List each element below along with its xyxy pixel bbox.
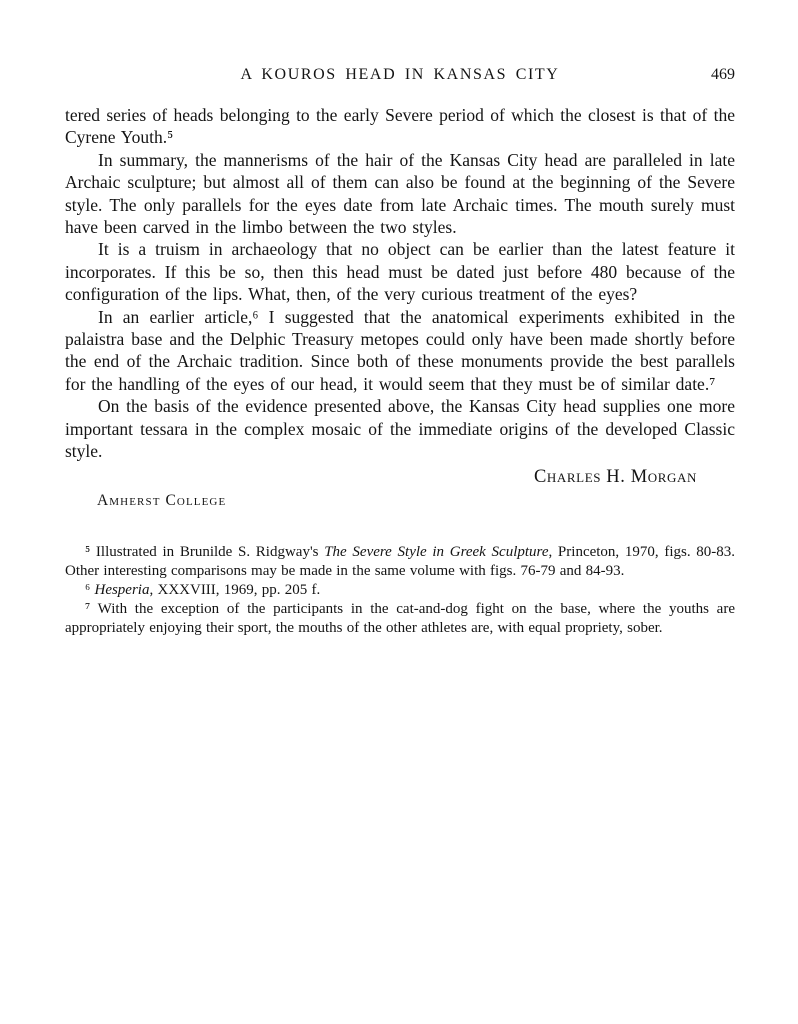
paragraph: In summary, the mannerisms of the hair of the Kansas City head are paralleled in late Archaic sculpture; but almost all of them can also be found at the beginning of the Severe style. The only parallels for the eyes date from late Archaic times. The mouth surely must have been carved in the limbo between the two styles. [65,149,735,238]
footnote-text: , Princeton, 1970, figs. 80-83. Other interesting comparisons may be made in the same volume with figs. 76-79 and 84-93. [65,543,736,579]
footnotes [65,543,735,639]
author-affiliation: Amherst College [97,491,227,509]
page-number: 469 [711,66,735,83]
footnote [65,581,735,600]
paragraph: In an earlier article,⁶ I suggested that the anatomical experiments exhibited in the palaistra base and the Delphic Treasury metopes could only have been made shortly before the end of the Archaic tradition. Since both of these monuments provide the best parallels for the handling of the eyes of our head, it would seem that they must be of similar date.⁷ [65,306,735,394]
footnote-text: , XXXVIII, 1969, pp. 205 f. [149,581,321,598]
article-body [65,104,735,463]
footnote-italic-text: The Severe Style in Greek Sculpture [324,543,549,560]
footnote-text: ⁶ [85,581,95,598]
paragraph: On the basis of the evidence presented above, the Kansas City head supplies one more important tessara in the complex mosaic of the immediate origins of the developed Classic style. [65,396,735,462]
running-head [65,66,735,88]
article-title: A KOUROS HEAD IN KANSAS CITY [240,66,560,83]
footnote [65,600,735,638]
footnote-italic-text: Hesperia [94,581,150,598]
paragraph: It is a truism in archaeology that no object can be earlier than the latest feature it incorporates. If this be so, then this head must be dated just before 480 because of the configuration of the lips. What, then, of the very curious treatment of the eyes? [65,239,735,305]
footnote-text: ⁵ Illustrated in Brunilde S. Ridgway's [85,543,325,560]
paragraph: tered series of heads belonging to the early Severe period of which the closest is that of the Cyrene Youth.⁵ [65,105,735,148]
author-signature: Charles H. Morgan [533,466,697,487]
footnote [65,543,735,581]
footnote-text: ⁷ With the exception of the participants in the cat-and-dog fight on the base, where the youths are appropriately enjoying their sport, the mouths of the other athletes are, with equal propriety, sober. [65,601,735,637]
